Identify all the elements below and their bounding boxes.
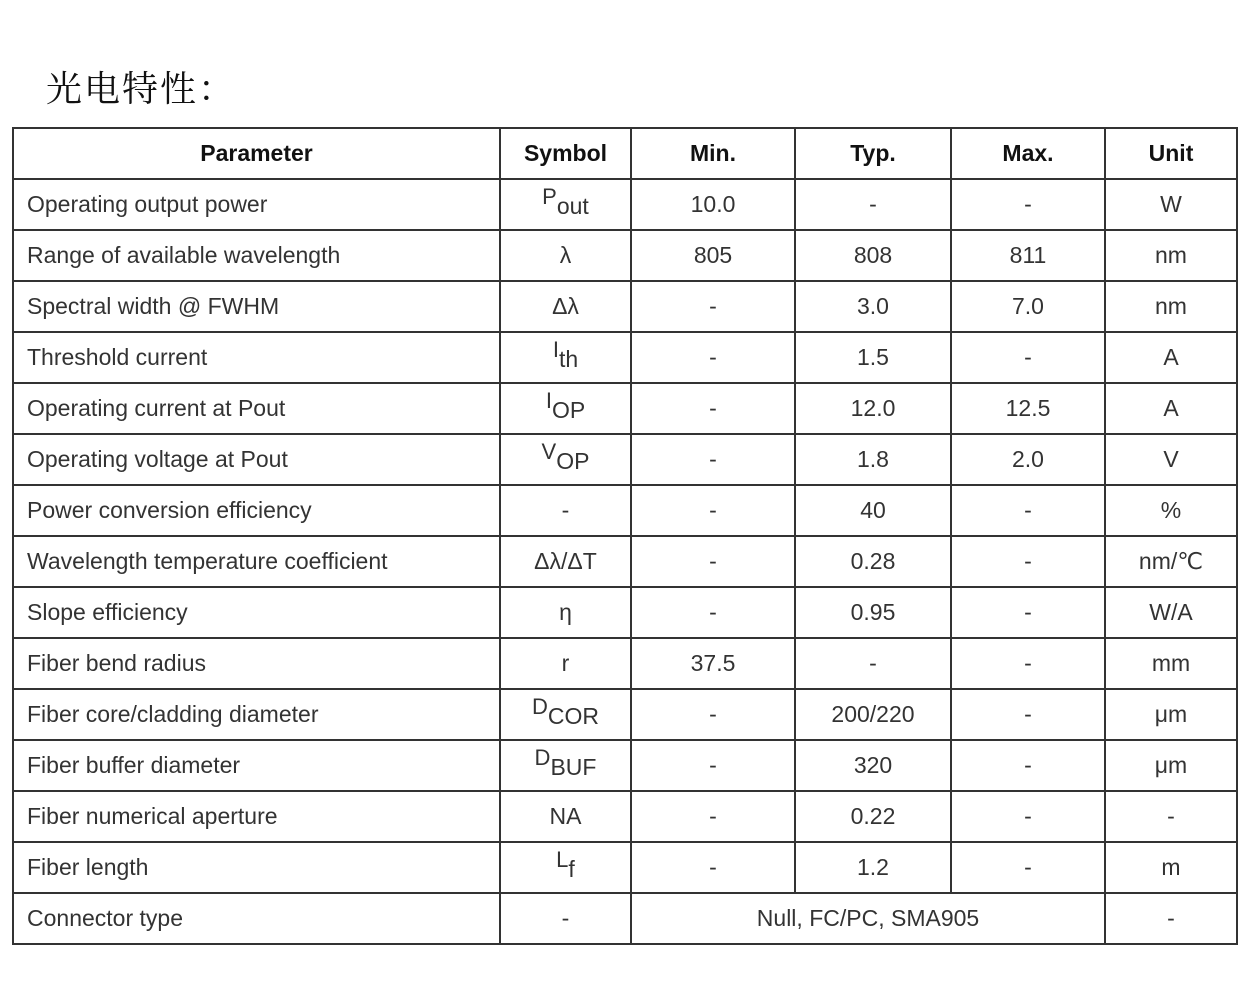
symbol-with-subscript — [545, 388, 586, 423]
unit-cell: A — [1105, 332, 1237, 383]
unit-cell: nm — [1105, 281, 1237, 332]
typ-cell: 0.95 — [795, 587, 951, 638]
table-row — [13, 179, 1237, 230]
header-parameter: Parameter — [13, 128, 500, 179]
symbol-cell — [500, 740, 631, 791]
unit-cell: m — [1105, 842, 1237, 893]
symbol-with-subscript — [534, 745, 597, 780]
symbol-with-subscript — [556, 847, 575, 882]
min-cell: - — [631, 536, 795, 587]
min-cell: - — [631, 740, 795, 791]
symbol-cell — [500, 383, 631, 434]
max-cell: - — [951, 740, 1105, 791]
symbol-cell: λ — [500, 230, 631, 281]
section-heading: 光电特性： — [46, 69, 237, 110]
symbol-subscript: out — [556, 193, 589, 219]
param-cell: Operating voltage at Pout — [13, 434, 500, 485]
symbol-cell: NA — [500, 791, 631, 842]
min-cell: 10.0 — [631, 179, 795, 230]
param-cell: Fiber buffer diameter — [13, 740, 500, 791]
symbol-subscript: th — [558, 346, 579, 372]
header-max: Max. — [951, 128, 1105, 179]
param-cell: Slope efficiency — [13, 587, 500, 638]
min-cell: - — [631, 281, 795, 332]
table-row — [13, 638, 1237, 689]
typ-cell: 1.5 — [795, 332, 951, 383]
param-cell: Operating output power — [13, 179, 500, 230]
param-cell: Threshold current — [13, 332, 500, 383]
table-row — [13, 791, 1237, 842]
param-cell: Power conversion efficiency — [13, 485, 500, 536]
symbol-base: P — [542, 184, 557, 209]
max-cell: - — [951, 332, 1105, 383]
max-cell: - — [951, 791, 1105, 842]
symbol-subscript: OP — [556, 448, 590, 474]
max-cell: - — [951, 536, 1105, 587]
symbol-base: I — [552, 337, 559, 362]
header-row — [13, 128, 1237, 179]
table-row — [13, 383, 1237, 434]
table-row — [13, 587, 1237, 638]
typ-cell: 3.0 — [795, 281, 951, 332]
typ-cell: 200/220 — [795, 689, 951, 740]
header-typ: Typ. — [795, 128, 951, 179]
symbol-with-subscript — [541, 439, 590, 474]
min-cell: 805 — [631, 230, 795, 281]
merged-value-cell: Null, FC/PC, SMA905 — [631, 893, 1105, 944]
max-cell: - — [951, 179, 1105, 230]
symbol-cell: Δλ/ΔT — [500, 536, 631, 587]
table-row — [13, 332, 1237, 383]
symbol-cell — [500, 842, 631, 893]
symbol-base: V — [541, 439, 557, 464]
symbol-cell: - — [500, 485, 631, 536]
unit-cell: - — [1105, 893, 1237, 944]
typ-cell: 808 — [795, 230, 951, 281]
symbol-with-subscript — [531, 694, 599, 729]
typ-cell: 40 — [795, 485, 951, 536]
unit-cell: nm/℃ — [1105, 536, 1237, 587]
header-min: Min. — [631, 128, 795, 179]
param-cell: Operating current at Pout — [13, 383, 500, 434]
header-symbol: Symbol — [500, 128, 631, 179]
typ-cell: 0.28 — [795, 536, 951, 587]
table-row — [13, 842, 1237, 893]
param-cell: Fiber length — [13, 842, 500, 893]
unit-cell: μm — [1105, 740, 1237, 791]
max-cell: 811 — [951, 230, 1105, 281]
typ-cell: 0.22 — [795, 791, 951, 842]
max-cell: - — [951, 842, 1105, 893]
min-cell: - — [631, 842, 795, 893]
table-row — [13, 536, 1237, 587]
unit-cell: W — [1105, 179, 1237, 230]
symbol-cell — [500, 689, 631, 740]
symbol-cell: - — [500, 893, 631, 944]
symbol-subscript: f — [568, 856, 575, 882]
unit-cell: A — [1105, 383, 1237, 434]
typ-cell: 1.2 — [795, 842, 951, 893]
table-row — [13, 230, 1237, 281]
table-row — [13, 434, 1237, 485]
typ-cell: 1.8 — [795, 434, 951, 485]
header-unit: Unit — [1105, 128, 1237, 179]
max-cell: 12.5 — [951, 383, 1105, 434]
max-cell: - — [951, 638, 1105, 689]
typ-cell: - — [795, 179, 951, 230]
min-cell: - — [631, 587, 795, 638]
symbol-cell — [500, 179, 631, 230]
symbol-subscript: BUF — [550, 754, 597, 780]
min-cell: - — [631, 485, 795, 536]
table-row — [13, 740, 1237, 791]
max-cell: - — [951, 587, 1105, 638]
symbol-cell: η — [500, 587, 631, 638]
symbol-subscript: OP — [551, 397, 586, 423]
min-cell: 37.5 — [631, 638, 795, 689]
param-cell: Fiber numerical aperture — [13, 791, 500, 842]
unit-cell: V — [1105, 434, 1237, 485]
max-cell: 2.0 — [951, 434, 1105, 485]
min-cell: - — [631, 791, 795, 842]
param-cell: Fiber bend radius — [13, 638, 500, 689]
symbol-with-subscript — [542, 184, 589, 219]
unit-cell: μm — [1105, 689, 1237, 740]
unit-cell: mm — [1105, 638, 1237, 689]
symbol-cell — [500, 332, 631, 383]
unit-cell: W/A — [1105, 587, 1237, 638]
unit-cell: nm — [1105, 230, 1237, 281]
max-cell: 7.0 — [951, 281, 1105, 332]
symbol-base: L — [556, 847, 569, 872]
typ-cell: - — [795, 638, 951, 689]
table-row — [13, 893, 1237, 944]
max-cell: - — [951, 689, 1105, 740]
table-row — [13, 485, 1237, 536]
symbol-cell: r — [500, 638, 631, 689]
table-row — [13, 689, 1237, 740]
param-cell: Fiber core/cladding diameter — [13, 689, 500, 740]
symbol-subscript: COR — [547, 703, 599, 729]
unit-cell: % — [1105, 485, 1237, 536]
symbol-base: I — [545, 388, 552, 413]
param-cell: Wavelength temperature coefficient — [13, 536, 500, 587]
min-cell: - — [631, 332, 795, 383]
min-cell: - — [631, 689, 795, 740]
typ-cell: 320 — [795, 740, 951, 791]
symbol-base: D — [534, 745, 551, 770]
param-cell: Spectral width @ FWHM — [13, 281, 500, 332]
symbol-cell: Δλ — [500, 281, 631, 332]
symbol-base: D — [531, 694, 548, 719]
min-cell: - — [631, 434, 795, 485]
symbol-cell — [500, 434, 631, 485]
param-cell: Connector type — [13, 893, 500, 944]
max-cell: - — [951, 485, 1105, 536]
symbol-with-subscript — [552, 337, 579, 372]
min-cell: - — [631, 383, 795, 434]
spec-table — [12, 127, 1238, 945]
table-row — [13, 281, 1237, 332]
typ-cell: 12.0 — [795, 383, 951, 434]
unit-cell: - — [1105, 791, 1237, 842]
param-cell: Range of available wavelength — [13, 230, 500, 281]
